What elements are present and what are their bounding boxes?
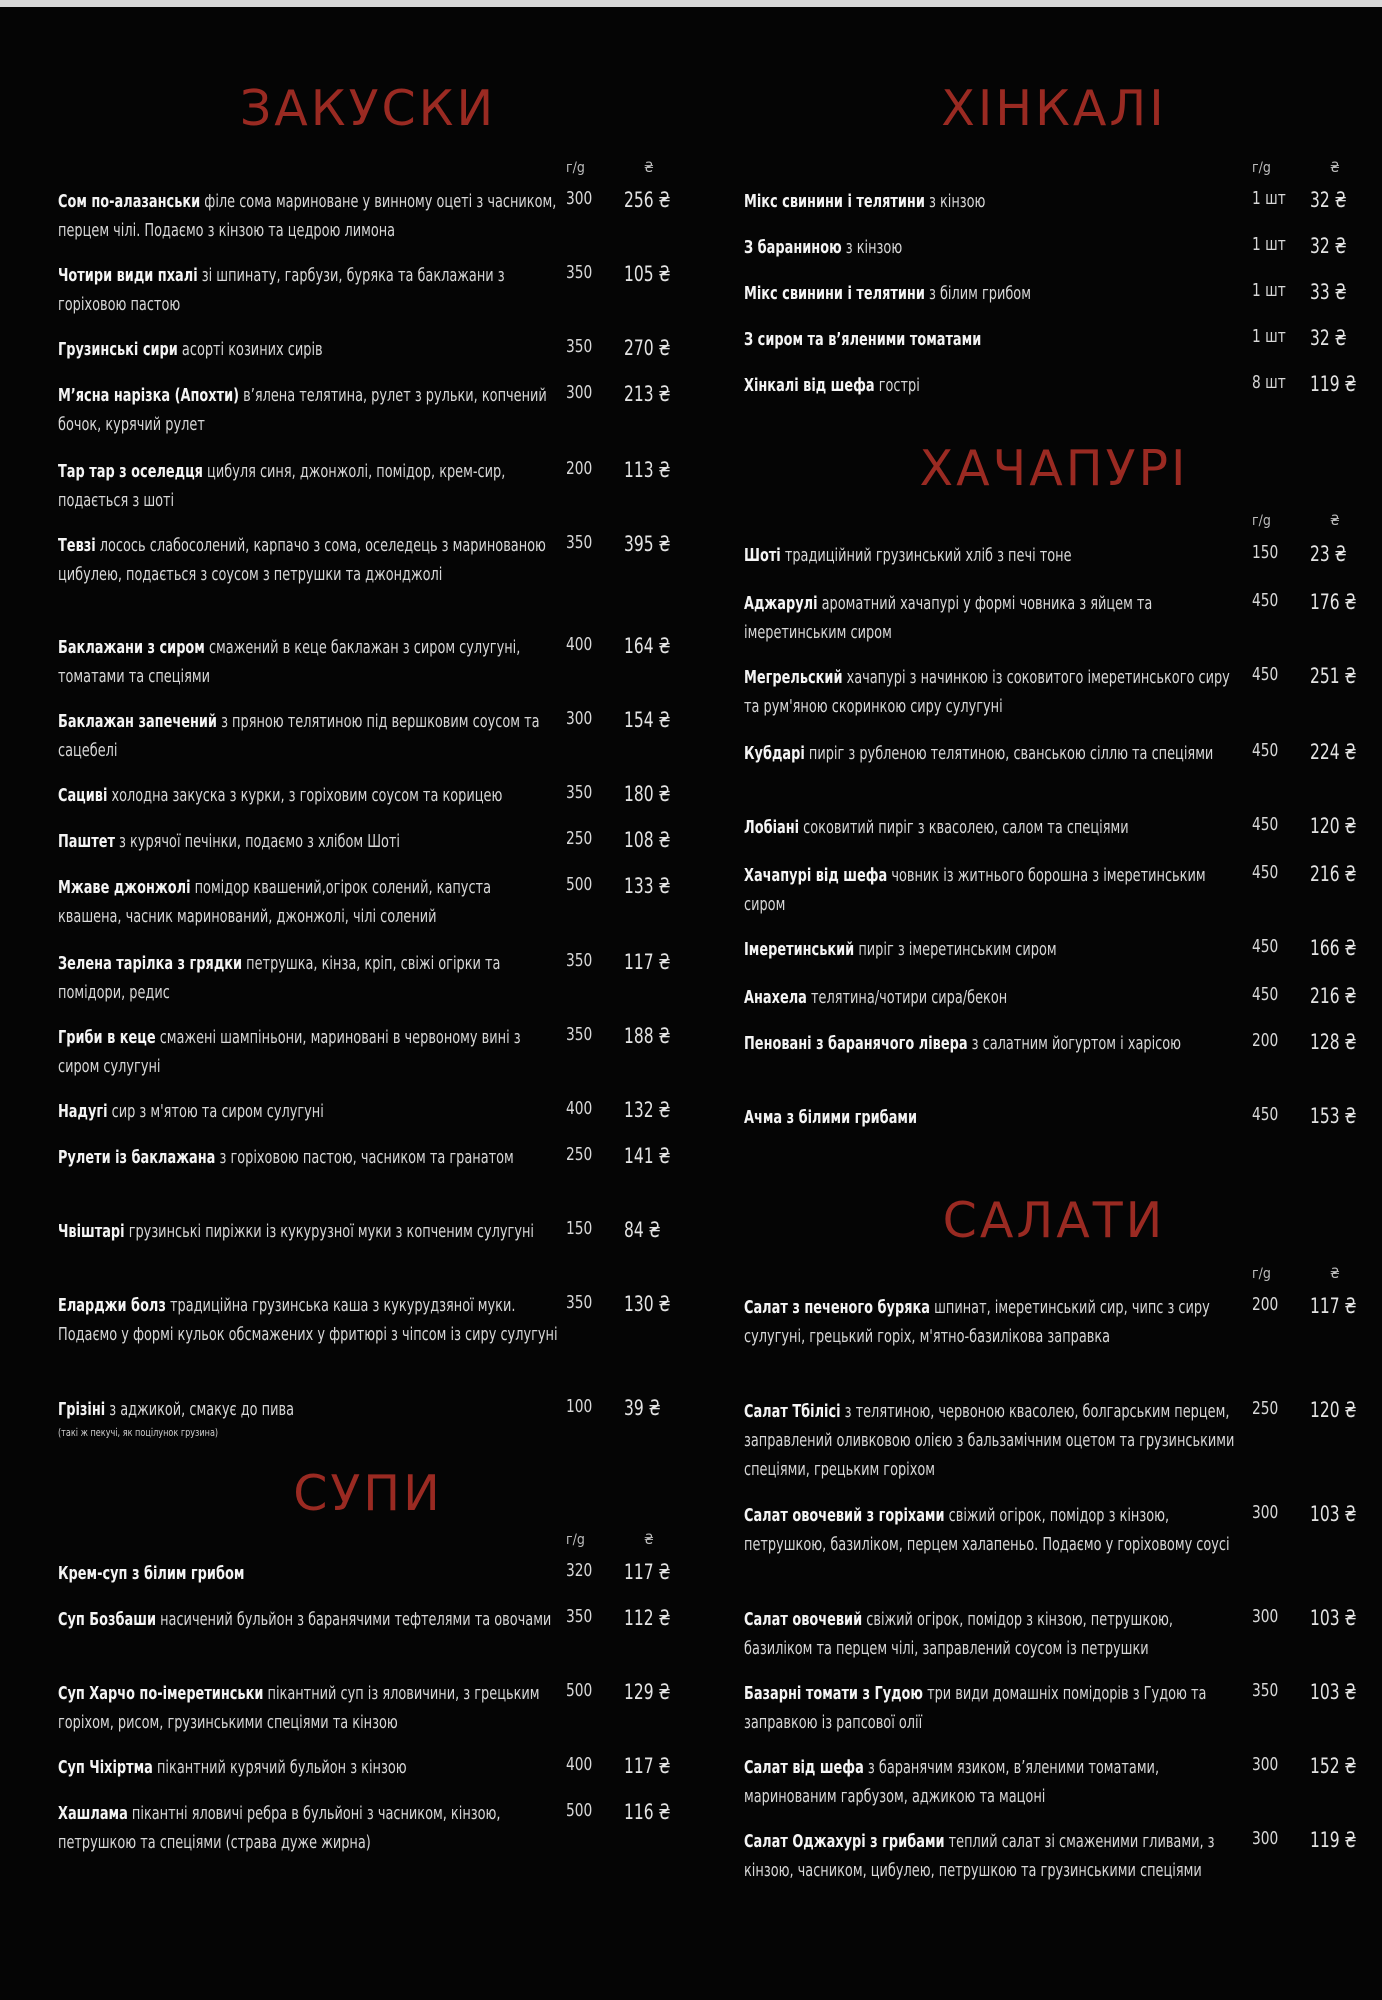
menu-item-name: Хачапурі від шефа	[744, 866, 888, 886]
menu-item-price: 119 ₴	[1310, 1828, 1357, 1852]
menu-item-weight: 450	[1252, 590, 1279, 611]
menu-item-weight: 200	[1252, 1294, 1279, 1315]
menu-item-weight: 450	[1252, 1104, 1279, 1125]
menu-item-text	[58, 262, 558, 320]
menu-item-name: Базарні томати з Гудою	[744, 1684, 923, 1704]
menu-item-text	[744, 1680, 1244, 1738]
menu-item-name: Мікс свинини і телятини	[744, 192, 925, 212]
menu-item-price: 33 ₴	[1310, 280, 1347, 304]
menu-item-name: Кубдарі	[744, 744, 805, 764]
menu-item-weight: 250	[1252, 1398, 1279, 1419]
column-header-price: ₴	[644, 160, 654, 176]
menu-item-text	[58, 782, 558, 811]
menu-item-name: Імеретинський	[744, 940, 855, 960]
menu-item-name: Мжаве джонжолі	[58, 878, 191, 898]
menu-item-text	[744, 1398, 1244, 1485]
menu-item-name: Суп Харчо по-імеретинськи	[58, 1684, 264, 1704]
menu-item-price: 103 ₴	[1310, 1680, 1357, 1704]
menu-item-name: Суп Чіхіртма	[58, 1758, 153, 1778]
menu-item-text	[744, 234, 1244, 263]
section-title-khachapuri: ХАЧАПУРІ	[919, 440, 1189, 497]
menu-item-description: свіжий огірок, помідор з кінзою, петрушкою, базиліком та перцем чілі, заправлений соусом із петрушки	[744, 1610, 1174, 1659]
menu-item-text	[744, 542, 1244, 571]
menu-item-text	[58, 950, 558, 1008]
column-header-weight: г/g	[1252, 160, 1271, 176]
menu-item-name: Тар тар з оселедця	[58, 462, 203, 482]
menu-item-weight: 350	[566, 1292, 593, 1313]
column-header-weight: г/g	[566, 160, 585, 176]
menu-item-text	[58, 1396, 558, 1441]
menu-item-weight: 200	[1252, 1030, 1279, 1051]
menu-item-description: цибуля синя, джонжолі, помідор, крем-сир, подається з шоті	[58, 462, 506, 511]
menu-item-price: 270 ₴	[624, 336, 671, 360]
menu-item-description: пиріг з рубленою телятиною, сванською сіллю та спеціями	[808, 744, 1214, 764]
menu-item-description: пиріг з імеретинським сиром	[858, 940, 1057, 960]
menu-item-weight: 350	[566, 782, 593, 803]
menu-item-description: філе сома мариноване у винному оцеті з часником, перцем чілі. Подаємо з кінзою та цедрою лимона	[58, 192, 557, 241]
menu-item-weight: 500	[566, 874, 593, 895]
menu-item-weight: 150	[1252, 542, 1279, 563]
menu-item-description: традиційний грузинський хліб з печі тоне	[784, 546, 1072, 566]
menu-item-price: 166 ₴	[1310, 936, 1357, 960]
menu-item-weight: 500	[566, 1680, 593, 1701]
menu-item-name: Грізіні	[58, 1400, 106, 1420]
menu-item-price: 129 ₴	[624, 1680, 671, 1704]
menu-item-text	[744, 326, 1244, 355]
menu-item-description: з білим грибом	[928, 284, 1031, 304]
menu-item-text	[744, 590, 1244, 648]
menu-item-description: з аджикой, смакує до пива	[109, 1400, 295, 1420]
column-header-price: ₴	[1330, 513, 1340, 529]
menu-item-weight: 1 шт	[1252, 326, 1286, 347]
menu-item-name: Салат від шефа	[744, 1758, 864, 1778]
menu-item-text	[744, 862, 1244, 920]
menu-item-text	[744, 740, 1244, 769]
menu-item-description: з горіховою пастою, часником та гранатом	[219, 1148, 514, 1168]
column-header-price: ₴	[1330, 1266, 1340, 1282]
menu-item-weight: 450	[1252, 740, 1279, 761]
menu-item-weight: 350	[566, 1606, 593, 1627]
menu-item-weight: 450	[1252, 936, 1279, 957]
menu-item-price: 117 ₴	[1310, 1294, 1357, 1318]
menu-item-text	[744, 1294, 1244, 1352]
menu-item-weight: 450	[1252, 664, 1279, 685]
menu-item-weight: 250	[566, 1144, 593, 1165]
menu-item-name: Мегрельский	[744, 668, 843, 688]
menu-item-price: 180 ₴	[624, 782, 671, 806]
menu-item-description: смажений в кеце баклажан з сиром сулугуні, томатами та спеціями	[58, 638, 521, 687]
menu-item-weight: 350	[1252, 1680, 1279, 1701]
column-header-price: ₴	[644, 1532, 654, 1548]
menu-item-description: сир з м'ятою та сиром сулугуні	[111, 1102, 324, 1122]
menu-item-price: 105 ₴	[624, 262, 671, 286]
menu-item-price: 117 ₴	[624, 1754, 671, 1778]
menu-item-description: холодна закуска з курки, з горіховим соусом та корицею	[111, 786, 503, 806]
menu-item-description: пікантний курячий бульйон з кінзою	[156, 1758, 407, 1778]
menu-item-text	[744, 188, 1244, 217]
menu-item-description: з курячої печінки, подаємо з хлібом Шоті	[119, 832, 401, 852]
menu-item-price: 256 ₴	[624, 188, 671, 212]
menu-item-text	[58, 1606, 558, 1635]
menu-item-name: Салат з печеного буряка	[744, 1298, 930, 1318]
menu-item-name: Салат овочевий	[744, 1610, 863, 1630]
menu-item-text	[744, 1030, 1244, 1059]
menu-item-weight: 1 шт	[1252, 188, 1286, 209]
menu-item-name: Пеновані з баранячого лівера	[744, 1034, 968, 1054]
menu-item-description: пікантні яловичі ребра в бульйоні з часником, кінзою, петрушкою та спеціями (страва дуже жирна)	[58, 1804, 501, 1853]
menu-item-price: 116 ₴	[624, 1800, 671, 1824]
menu-item-name: Рулети із баклажана	[58, 1148, 216, 1168]
menu-item-weight: 300	[1252, 1754, 1279, 1775]
section-title-zakusky: ЗАКУСКИ	[239, 80, 497, 137]
menu-item-text	[58, 1144, 558, 1173]
menu-item-name: Чвіштарі	[58, 1222, 125, 1242]
menu-item-text	[58, 1024, 558, 1082]
menu-item-price: 117 ₴	[624, 950, 671, 974]
top-bar	[0, 0, 1382, 7]
menu-item-text	[744, 936, 1244, 965]
menu-item-text	[58, 1680, 558, 1738]
menu-item-name: Баклажан запечений	[58, 712, 217, 732]
menu-item-weight: 300	[566, 382, 593, 403]
column-header-weight: г/g	[1252, 1266, 1271, 1282]
menu-item-description: в’ялена телятина, рулет з рульки, копчений бочок, курячий рулет	[58, 386, 547, 435]
menu-item-description: ароматний хачапурі у формі човника з яйцем та імеретинським сиром	[744, 594, 1153, 643]
menu-item-text	[744, 372, 1244, 401]
menu-item-price: 113 ₴	[624, 458, 671, 482]
menu-item-description: телятина/чотири сира/бекон	[810, 988, 1008, 1008]
menu-item-weight: 450	[1252, 862, 1279, 883]
menu-item-description: човник із житнього борошна з імеретинським сиром	[744, 866, 1206, 915]
menu-item-weight: 100	[566, 1396, 593, 1417]
menu-item-name: Анахела	[744, 988, 807, 1008]
menu-item-description: традиційна грузинська каша з кукурудзяної муки. Подаємо у формі кульок обсмажених у фритюрі з чіпсом із сиру сулугуні	[58, 1296, 558, 1345]
menu-item-name: Сациві	[58, 786, 108, 806]
menu-item-text	[58, 1292, 558, 1350]
menu-item-text	[744, 1502, 1244, 1560]
menu-item-price: 120 ₴	[1310, 814, 1357, 838]
menu-item-description: пікантний суп із яловичини, з грецьким горіхом, рисом, грузинськими спеціями та кінзою	[58, 1684, 540, 1733]
menu-item-name: Чотири види пхалі	[58, 266, 198, 286]
menu-item-price: 32 ₴	[1310, 326, 1347, 350]
menu-item-price: 132 ₴	[624, 1098, 671, 1122]
menu-item-weight: 300	[566, 188, 593, 209]
menu-item-text	[744, 664, 1244, 722]
menu-item-weight: 350	[566, 950, 593, 971]
menu-item-description: грузинські пиріжки із кукурузної муки з копченим сулугуні	[128, 1222, 534, 1242]
section-title-khinkali: ХІНКАЛІ	[941, 80, 1167, 137]
menu-item-description: хачапурі з начинкою із соковитого імеретинського сиру та рум'яною скоринкою сиру сулугуні	[744, 668, 1230, 717]
menu-item-text	[58, 874, 558, 932]
column-header-weight: г/g	[1252, 513, 1271, 529]
menu-item-weight: 300	[1252, 1502, 1279, 1523]
menu-item-price: 103 ₴	[1310, 1502, 1357, 1526]
menu-item-name: Суп Бозбаши	[58, 1610, 157, 1630]
menu-item-description: шпинат, імеретинський сир, чипс з сиру сулугуні, грецький горіх, м'ятно-базилікова заправка	[744, 1298, 1210, 1347]
menu-item-price: 154 ₴	[624, 708, 671, 732]
menu-item-price: 395 ₴	[624, 532, 671, 556]
menu-item-weight: 400	[566, 1754, 593, 1775]
menu-item-weight: 1 шт	[1252, 234, 1286, 255]
menu-item-price: 108 ₴	[624, 828, 671, 852]
menu-item-price: 152 ₴	[1310, 1754, 1357, 1778]
menu-item-description: теплий салат зі смаженими гливами, з кінзою, часником, цибулею, петрушкою та грузинськими спеціями	[744, 1832, 1215, 1881]
menu-item-weight: 450	[1252, 984, 1279, 1005]
menu-item-name: З бараниною	[744, 238, 842, 258]
menu-item-name: Еларджи болз	[58, 1296, 166, 1316]
menu-item-weight: 350	[566, 1024, 593, 1045]
section-title-supy: СУПИ	[293, 1465, 443, 1522]
menu-item-description: асорті козиних сирів	[181, 340, 323, 360]
menu-item-price: 120 ₴	[1310, 1398, 1357, 1422]
menu-item-text	[58, 828, 558, 857]
menu-item-description: насичений бульйон з баранячими тефтелями та овочами	[160, 1610, 552, 1630]
menu-item-text	[58, 458, 558, 516]
menu-item-description: гострі	[878, 376, 920, 396]
menu-item-price: 32 ₴	[1310, 234, 1347, 258]
menu-item-weight: 300	[1252, 1828, 1279, 1849]
menu-item-name: Салат овочевий з горіхами	[744, 1506, 945, 1526]
menu-item-name: Грузинські сири	[58, 340, 178, 360]
menu-item-text	[744, 1104, 1244, 1133]
menu-item-price: 130 ₴	[624, 1292, 671, 1316]
menu-item-text	[58, 1218, 558, 1247]
menu-item-name: Крем-суп з білим грибом	[58, 1564, 245, 1584]
menu-item-text	[744, 814, 1244, 843]
menu-item-description: петрушка, кінза, кріп, свіжі огірки та помідори, редис	[58, 954, 501, 1003]
menu-item-name: Лобіані	[744, 818, 800, 838]
menu-item-weight: 150	[566, 1218, 593, 1239]
menu-item-text	[744, 984, 1244, 1013]
menu-item-weight: 450	[1252, 814, 1279, 835]
menu-item-price: 224 ₴	[1310, 740, 1357, 764]
column-header-price: ₴	[1330, 160, 1340, 176]
menu-item-description: з баранячим язиком, в’яленими томатами, маринованим гарбузом, аджикою та мацоні	[744, 1758, 1160, 1807]
menu-item-price: 128 ₴	[1310, 1030, 1357, 1054]
menu-item-weight: 300	[566, 708, 593, 729]
menu-item-text	[58, 336, 558, 365]
menu-item-price: 176 ₴	[1310, 590, 1357, 614]
menu-item-weight: 350	[566, 336, 593, 357]
menu-item-price: 164 ₴	[624, 634, 671, 658]
menu-item-name: З сиром та в’яленими томатами	[744, 330, 982, 350]
menu-item-text	[744, 1754, 1244, 1812]
menu-item-description: свіжий огірок, помідор з кінзою, петрушкою, базиліком, перцем халапеньо. Подаємо у горіховому соусі	[744, 1506, 1230, 1555]
menu-item-name: Надугі	[58, 1102, 108, 1122]
menu-item-description: зі шпинату, гарбузи, буряка та баклажани з горіховою пастою	[58, 266, 505, 315]
menu-item-name: Ачма з білими грибами	[744, 1108, 918, 1128]
menu-item-text	[58, 1800, 558, 1858]
menu-item-weight: 350	[566, 262, 593, 283]
menu-item-description: з пряною телятиною під вершковим соусом та сацебелі	[58, 712, 540, 761]
menu-item-name: Аджарулі	[744, 594, 818, 614]
menu-item-price: 32 ₴	[1310, 188, 1347, 212]
menu-item-name: Мікс свинини і телятини	[744, 284, 925, 304]
menu-item-text	[58, 382, 558, 440]
menu-item-weight: 500	[566, 1800, 593, 1821]
menu-item-price: 84 ₴	[624, 1218, 661, 1242]
menu-item-text	[58, 188, 558, 246]
menu-item-description: з телятиною, червоною квасолею, болгарським перцем, заправлений оливковою олією з бальзамічним оцетом та грузинськими спеціями, грецьким горіхом	[744, 1402, 1235, 1480]
menu-item-name: Хінкалі від шефа	[744, 376, 875, 396]
menu-item-weight: 250	[566, 828, 593, 849]
menu-item-price: 39 ₴	[624, 1396, 661, 1420]
menu-item-price: 133 ₴	[624, 874, 671, 898]
menu-item-price: 216 ₴	[1310, 862, 1357, 886]
menu-item-description: соковитий пиріг з квасолею, салом та спеціями	[803, 818, 1129, 838]
menu-item-text	[58, 1560, 558, 1589]
menu-item-weight: 400	[566, 1098, 593, 1119]
menu-item-note: (такі ж пекучі, як поцілунок грузина)	[58, 1426, 219, 1439]
menu-item-name: Баклажани з сиром	[58, 638, 205, 658]
section-title-salaty: САЛАТИ	[942, 1192, 1166, 1249]
menu-item-name: Хашлама	[58, 1804, 128, 1824]
menu-item-price: 103 ₴	[1310, 1606, 1357, 1630]
menu-item-price: 251 ₴	[1310, 664, 1357, 688]
menu-item-weight: 1 шт	[1252, 280, 1286, 301]
menu-item-text	[58, 1098, 558, 1127]
menu-item-text	[58, 708, 558, 766]
menu-item-name: Гриби в кеце	[58, 1028, 156, 1048]
menu-item-price: 141 ₴	[624, 1144, 671, 1168]
menu-item-weight: 400	[566, 634, 593, 655]
menu-item-description: з салатним йогуртом і харісою	[971, 1034, 1182, 1054]
menu-item-price: 117 ₴	[624, 1560, 671, 1584]
menu-item-weight: 300	[1252, 1606, 1279, 1627]
menu-item-description: три види домашніх помідорів з Гудою та заправкою із рапсової олії	[744, 1684, 1207, 1733]
menu-item-weight: 350	[566, 532, 593, 553]
menu-item-description: з кінзою	[845, 238, 903, 258]
menu-item-text	[744, 280, 1244, 309]
menu-item-name: Паштет	[58, 832, 115, 852]
menu-item-price: 188 ₴	[624, 1024, 671, 1048]
menu-item-description: смажені шампіньони, мариновані в червоному вині з сиром сулугуні	[58, 1028, 521, 1077]
menu-item-text	[58, 532, 558, 590]
menu-item-weight: 200	[566, 458, 593, 479]
column-header-weight: г/g	[566, 1532, 585, 1548]
menu-item-name: Шоті	[744, 546, 781, 566]
menu-item-text	[58, 1754, 558, 1783]
menu-item-name: Тевзі	[58, 536, 96, 556]
menu-item-description: помідор квашений,огірок солений, капуста квашена, часник маринований, джонжолі, чілі солений	[58, 878, 491, 927]
menu-item-name: Салат Оджахурі з грибами	[744, 1832, 945, 1852]
menu-item-price: 153 ₴	[1310, 1104, 1357, 1128]
menu-item-price: 23 ₴	[1310, 542, 1347, 566]
menu-item-name: Сом по-алазанськи	[58, 192, 201, 212]
menu-item-weight: 8 шт	[1252, 372, 1286, 393]
menu-item-name: Зелена тарілка з грядки	[58, 954, 243, 974]
menu-item-price: 216 ₴	[1310, 984, 1357, 1008]
menu-item-description: з кінзою	[928, 192, 986, 212]
menu-item-price: 119 ₴	[1310, 372, 1357, 396]
menu-item-price: 213 ₴	[624, 382, 671, 406]
menu-item-name: Салат Тбілісі	[744, 1402, 841, 1422]
menu-item-weight: 320	[566, 1560, 593, 1581]
menu-item-name: М’ясна нарізка (Апохти)	[58, 386, 240, 406]
menu-item-description: лосось слабосолений, карпачо з сома, оселедець з маринованою цибулею, подається з соусом з петрушки та джонджолі	[58, 536, 546, 585]
menu-item-text	[58, 634, 558, 692]
menu-item-price: 112 ₴	[624, 1606, 671, 1630]
menu-item-text	[744, 1606, 1244, 1664]
menu-item-text	[744, 1828, 1244, 1886]
